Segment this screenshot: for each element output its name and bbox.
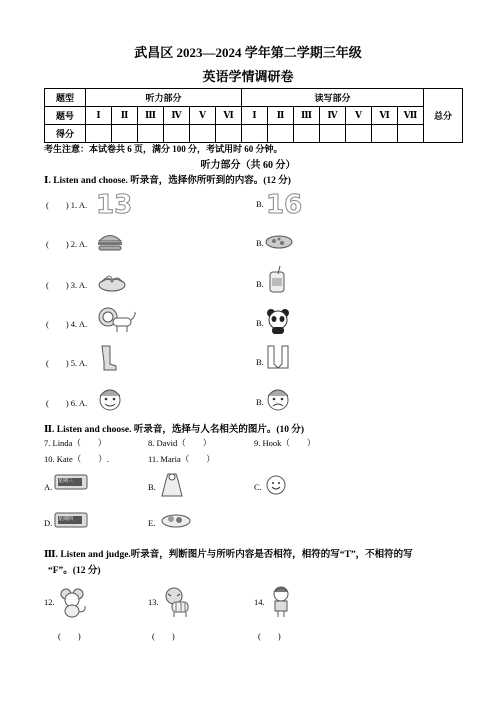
score-cell[interactable]	[346, 125, 372, 143]
section3-heading-line2: “F”。(12 分)	[48, 566, 101, 576]
question-4: ( ) 4. A.	[46, 319, 88, 329]
option-b-label: B.	[256, 318, 264, 328]
option-b-label: B.	[256, 397, 264, 407]
score-table	[44, 88, 463, 143]
sign-wednesday-text: 星期三	[58, 479, 74, 484]
reading-writing-header: 读写部分	[242, 89, 424, 107]
dress-icon	[160, 472, 184, 498]
answer-blank-13[interactable]: ( )	[152, 631, 175, 641]
listening-num: Ⅲ	[138, 107, 164, 125]
listening-num: Ⅰ	[86, 107, 112, 125]
option-b-label: B.	[148, 482, 156, 492]
total-header: 总分	[424, 89, 463, 143]
rw-num: Ⅲ	[294, 107, 320, 125]
listening-num: Ⅱ	[112, 107, 138, 125]
listening-heading: 听力部分（共 60 分）	[200, 160, 296, 171]
question-5: ( ) 5. A.	[46, 358, 88, 368]
exam-subtitle: 英语学情调研卷	[202, 69, 294, 84]
question-3: ( ) 3. A.	[46, 280, 88, 290]
question-2: ( ) 2. A.	[46, 239, 88, 249]
option-b-label: B.	[256, 238, 264, 248]
exam-notice: 考生注意：本试卷共 6 页，满分 100 分，考试用时 60 分钟。	[44, 144, 283, 154]
smiley-icon	[266, 475, 286, 495]
question-14: 14.	[254, 597, 265, 607]
pizza-icon	[265, 234, 293, 250]
row-label-type: 题型	[45, 89, 86, 107]
option-b-label: B.	[256, 357, 264, 367]
name-kate: 10. Kate（ ）.	[44, 454, 109, 464]
tiger-icon	[162, 586, 196, 618]
rw-num: Ⅴ	[346, 107, 372, 125]
row-label-number: 题号	[45, 107, 86, 125]
score-cell[interactable]	[86, 125, 112, 143]
option-b-label: B.	[256, 279, 264, 289]
option-a-label: A.	[44, 482, 53, 492]
listening-header: 听力部分	[86, 89, 242, 107]
row-label-score: 得分	[45, 125, 86, 143]
score-cell[interactable]	[398, 125, 424, 143]
score-cell[interactable]	[242, 125, 268, 143]
score-cell[interactable]	[294, 125, 320, 143]
name-maria: 11. Maria（ ）	[148, 454, 215, 464]
score-cell[interactable]	[112, 125, 138, 143]
juice-icon	[266, 266, 288, 294]
hamburger-icon	[97, 232, 123, 252]
food-plate-icon	[160, 511, 192, 529]
sign-thursday-text: 星期四	[58, 517, 74, 522]
rw-num: Ⅵ	[372, 107, 398, 125]
rw-num: Ⅳ	[320, 107, 346, 125]
option-d-label: D.	[44, 518, 53, 528]
section2-heading: Ⅱ. Listen and choose. 听录音，选择与人名相关的图片。(10 分)	[44, 425, 305, 435]
name-hook: 9. Hook（ ）	[254, 438, 316, 448]
score-cell[interactable]	[190, 125, 216, 143]
lion-icon	[97, 306, 137, 334]
option-b-label: B.	[256, 199, 264, 209]
question-6: ( ) 6. A.	[46, 398, 88, 408]
name-david: 8. David（ ）	[148, 438, 212, 448]
question-1: ( ) 1. A.	[46, 200, 88, 210]
leg-icon	[98, 344, 118, 372]
panda-icon	[266, 308, 290, 334]
answer-blank-12[interactable]: ( )	[58, 631, 81, 641]
listening-num: Ⅳ	[164, 107, 190, 125]
score-cell[interactable]	[320, 125, 346, 143]
rw-num: Ⅶ	[398, 107, 424, 125]
score-cell[interactable]	[372, 125, 398, 143]
number-16-image: 16	[266, 190, 303, 220]
mouse-icon	[58, 588, 88, 618]
listening-num: Ⅵ	[216, 107, 242, 125]
rw-num: Ⅰ	[242, 107, 268, 125]
option-c-label: C.	[254, 482, 262, 492]
sad-face-icon	[265, 386, 291, 412]
happy-face-icon	[97, 386, 123, 412]
exam-title: 武昌区 2023—2024 学年第二学期三年级	[134, 45, 362, 60]
number-13-image: 13	[96, 190, 133, 220]
rw-num: Ⅱ	[268, 107, 294, 125]
score-cell[interactable]	[164, 125, 190, 143]
noodles-icon	[97, 268, 127, 294]
boy-icon	[270, 586, 292, 618]
question-12: 12.	[44, 597, 55, 607]
question-13: 13.	[148, 597, 159, 607]
answer-blank-14[interactable]: ( )	[258, 631, 281, 641]
section1-heading: Ⅰ. Listen and choose. 听录音，选择你所听到的内容。(12 分)	[44, 176, 291, 186]
score-cell[interactable]	[216, 125, 242, 143]
name-linda: 7. Linda（ ）	[44, 438, 107, 448]
score-cell[interactable]	[268, 125, 294, 143]
section3-heading-line1: Ⅲ. Listen and judge.听录音，判断图片与所听内容是否相符，相符的写“T”，不相符的写	[44, 550, 413, 560]
option-e-label: E.	[148, 518, 156, 528]
feet-icon	[264, 344, 292, 372]
listening-num: Ⅴ	[190, 107, 216, 125]
score-cell[interactable]	[138, 125, 164, 143]
